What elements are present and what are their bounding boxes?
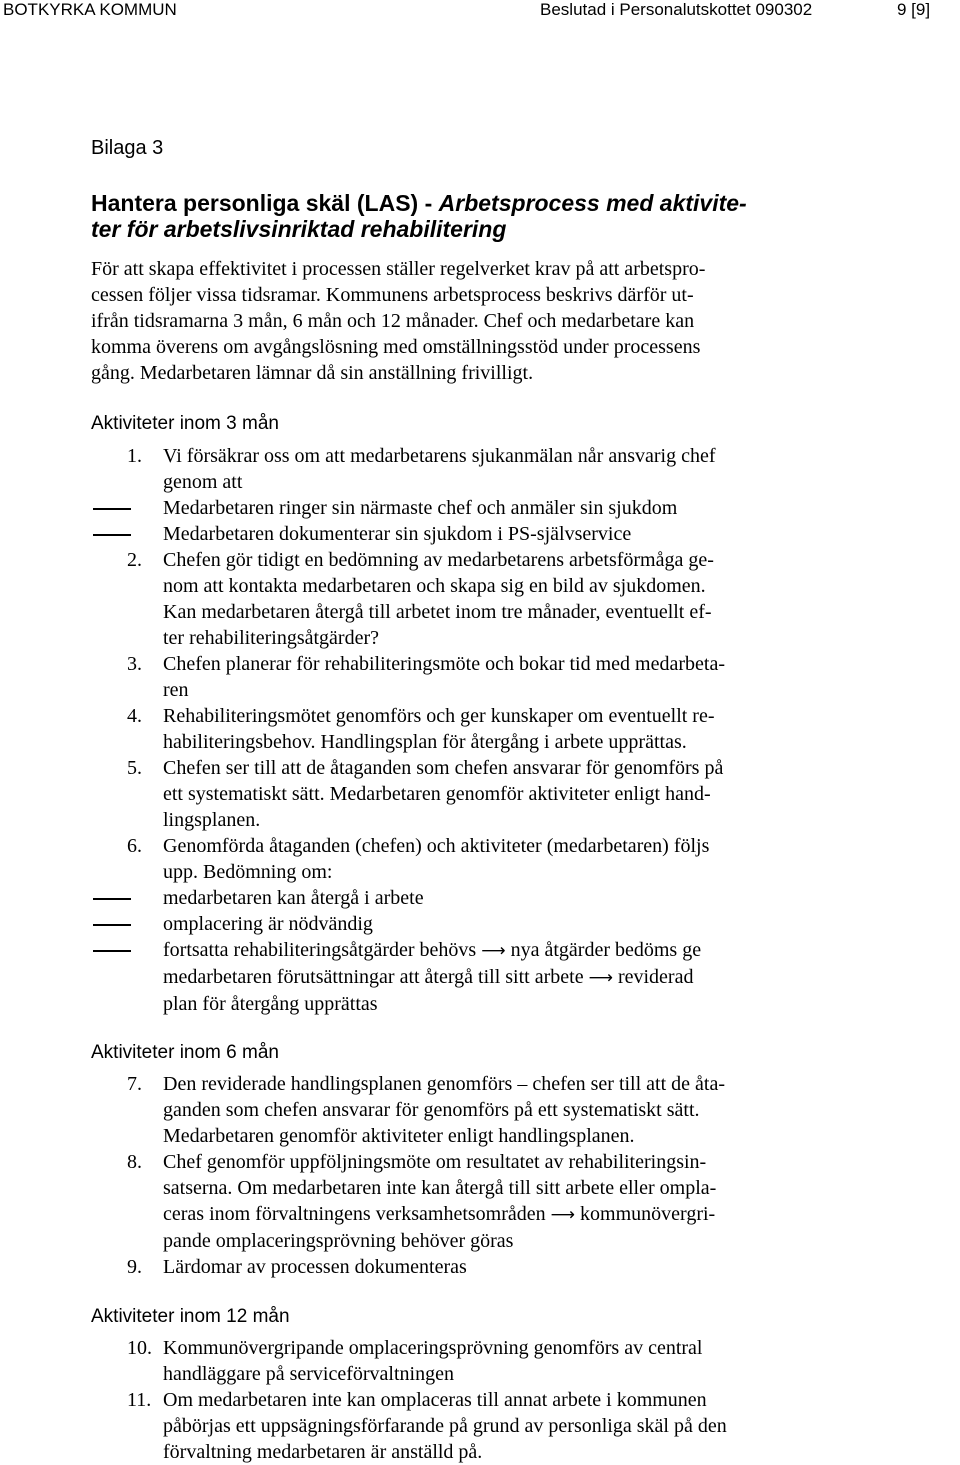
item-line: plan för återgång upprättas — [163, 993, 378, 1015]
intro-paragraph — [91, 256, 831, 386]
dash-text: medarbetaren förutsättningar att återgå till sitt arbete — [163, 966, 584, 988]
item-number: 6. — [127, 835, 142, 857]
document-title — [91, 190, 811, 242]
dash-item — [91, 521, 851, 547]
item-number: 5. — [127, 757, 142, 779]
item-line: omplacering är nödvändig — [163, 913, 373, 935]
item-line: Chef genomför uppföljningsmöte om resultatet av rehabiliteringsin- — [163, 1151, 707, 1173]
item-number: 8. — [127, 1151, 142, 1173]
item-text: kommunövergri- — [580, 1203, 716, 1225]
item-line: Medarbetaren dokumenterar sin sjukdom i PS-självservice — [163, 523, 632, 545]
dash-item — [91, 937, 851, 1017]
attachment-label: Bilaga 3 — [91, 137, 164, 159]
list-item — [91, 1071, 851, 1149]
header-page-number: 9 [9] — [897, 0, 931, 19]
item-line: ganden som chefen ansvarar för genomförs på ett systematiskt sätt. — [163, 1099, 700, 1121]
activity-list-12-months — [91, 1335, 851, 1465]
list-item — [91, 1387, 851, 1465]
item-line — [163, 964, 851, 991]
item-line: ter rehabiliteringsåtgärder? — [163, 627, 379, 649]
item-line: medarbetaren kan återgå i arbete — [163, 887, 424, 909]
dash-item — [91, 885, 851, 911]
page-header — [0, 0, 960, 22]
item-line: Kan medarbetaren återgå till arbetet inom tre månader, eventuellt ef- — [163, 601, 712, 623]
list-item — [91, 443, 851, 495]
item-line: nom att kontakta medarbetaren och skapa sig en bild av sjukdomen. — [163, 575, 706, 597]
item-number: 2. — [127, 549, 142, 571]
list-item — [91, 1335, 851, 1387]
item-line: Chefen planerar för rehabiliteringsmöte och bokar tid med medarbeta- — [163, 653, 725, 675]
item-number: 9. — [127, 1256, 142, 1278]
item-number: 11. — [127, 1389, 152, 1411]
dash-text: reviderad — [617, 966, 694, 988]
item-line: Rehabiliteringsmötet genomförs och ger kunskaper om eventuellt re- — [163, 705, 715, 727]
dash-item — [91, 911, 851, 937]
item-line: Vi försäkrar oss om att medarbetarens sjukanmälan når ansvarig chef — [163, 445, 716, 467]
item-line: ett systematiskt sätt. Medarbetaren genomför aktiviteter enligt hand- — [163, 783, 711, 805]
item-line: Medarbetaren genomför aktiviteter enligt handlingsplanen. — [163, 1125, 635, 1147]
item-line: ren — [163, 679, 189, 701]
item-line: Den reviderade handlingsplanen genomförs – chefen ser till att de åta- — [163, 1073, 726, 1095]
dash-text: fortsatta rehabiliteringsåtgärder behövs — [163, 939, 477, 961]
list-item — [91, 755, 851, 833]
dash-text: nya åtgärder bedöms ge — [510, 939, 702, 961]
dash-item — [91, 495, 851, 521]
list-item — [91, 703, 851, 755]
item-line: genom att — [163, 471, 243, 493]
item-line: Lärdomar av processen dokumenteras — [163, 1256, 467, 1278]
item-line: habiliteringsbehov. Handlingsplan för återgång i arbete upprättas. — [163, 731, 687, 753]
activity-list-6-months — [91, 1071, 851, 1280]
item-line: Medarbetaren ringer sin närmaste chef och anmäler sin sjukdom — [163, 497, 678, 519]
item-line: påbörjas ett uppsägningsförfarande på grund av personliga skäl på den — [163, 1415, 727, 1437]
section-heading-12-months: Aktiviteter inom 12 mån — [91, 1306, 290, 1327]
item-line: handläggare på serviceförvaltningen — [163, 1363, 454, 1385]
activity-list-3-months — [91, 443, 851, 1017]
intro-line: För att skapa effektivitet i processen ställer regelverket krav på att arbetspro- — [91, 258, 706, 280]
item-line: förvaltning medarbetaren är anställd på. — [163, 1441, 483, 1463]
item-line: Chefen gör tidigt en bedömning av medarbetarens arbetsförmåga ge- — [163, 549, 714, 571]
intro-line: gång. Medarbetaren lämnar då sin anställning frivilligt. — [91, 362, 534, 384]
item-line: Om medarbetaren inte kan omplaceras till annat arbete i kommunen — [163, 1389, 707, 1411]
list-item — [91, 651, 851, 703]
header-decision-note: Beslutad i Personalutskottet 090302 — [540, 0, 813, 19]
item-line — [163, 937, 851, 964]
item-line: Kommunövergripande omplaceringsprövning genomförs av central — [163, 1337, 703, 1359]
item-line — [163, 1201, 851, 1228]
item-line: Genomförda åtaganden (chefen) och aktiviteter (medarbetaren) följs — [163, 835, 710, 857]
item-number: 3. — [127, 653, 142, 675]
item-number: 4. — [127, 705, 142, 727]
item-number: 1. — [127, 445, 142, 467]
item-number: 7. — [127, 1073, 142, 1095]
arrow-icon: ⟶ — [481, 941, 506, 961]
section-heading-3-months: Aktiviteter inom 3 mån — [91, 413, 279, 434]
title-plain: Hantera personliga skäl (LAS) - — [91, 190, 439, 216]
item-line: lingsplanen. — [163, 809, 261, 831]
arrow-icon: ⟶ — [588, 968, 613, 988]
item-line: pande omplaceringsprövning behöver göras — [163, 1230, 514, 1252]
item-line: Chefen ser till att de åtaganden som chefen ansvarar för genomförs på — [163, 757, 724, 779]
list-item — [91, 1254, 851, 1280]
list-item — [91, 547, 851, 651]
intro-line: komma överens om avgångslösning med omställningsstöd under processens — [91, 336, 701, 358]
list-item — [91, 833, 851, 885]
arrow-icon: ⟶ — [550, 1205, 576, 1225]
header-organization: BOTKYRKA KOMMUN — [3, 0, 177, 19]
section-heading-6-months: Aktiviteter inom 6 mån — [91, 1042, 279, 1063]
title-italic-1: Arbetsprocess med aktivite- — [438, 190, 747, 216]
list-item — [91, 1149, 851, 1254]
item-line: upp. Bedömning om: — [163, 861, 333, 883]
item-line: satserna. Om medarbetaren inte kan återgå till sitt arbete eller ompla- — [163, 1177, 717, 1199]
item-text: ceras inom förvaltningens verksamhetsområden — [163, 1203, 546, 1225]
intro-line: cessen följer vissa tidsramar. Kommunens arbetsprocess beskrivs därför ut- — [91, 284, 694, 306]
intro-line: ifrån tidsramarna 3 mån, 6 mån och 12 månader. Chef och medarbetare kan — [91, 310, 695, 332]
item-number: 10. — [127, 1337, 152, 1359]
title-italic-2: ter för arbetslivsinriktad rehabilitering — [91, 216, 507, 242]
